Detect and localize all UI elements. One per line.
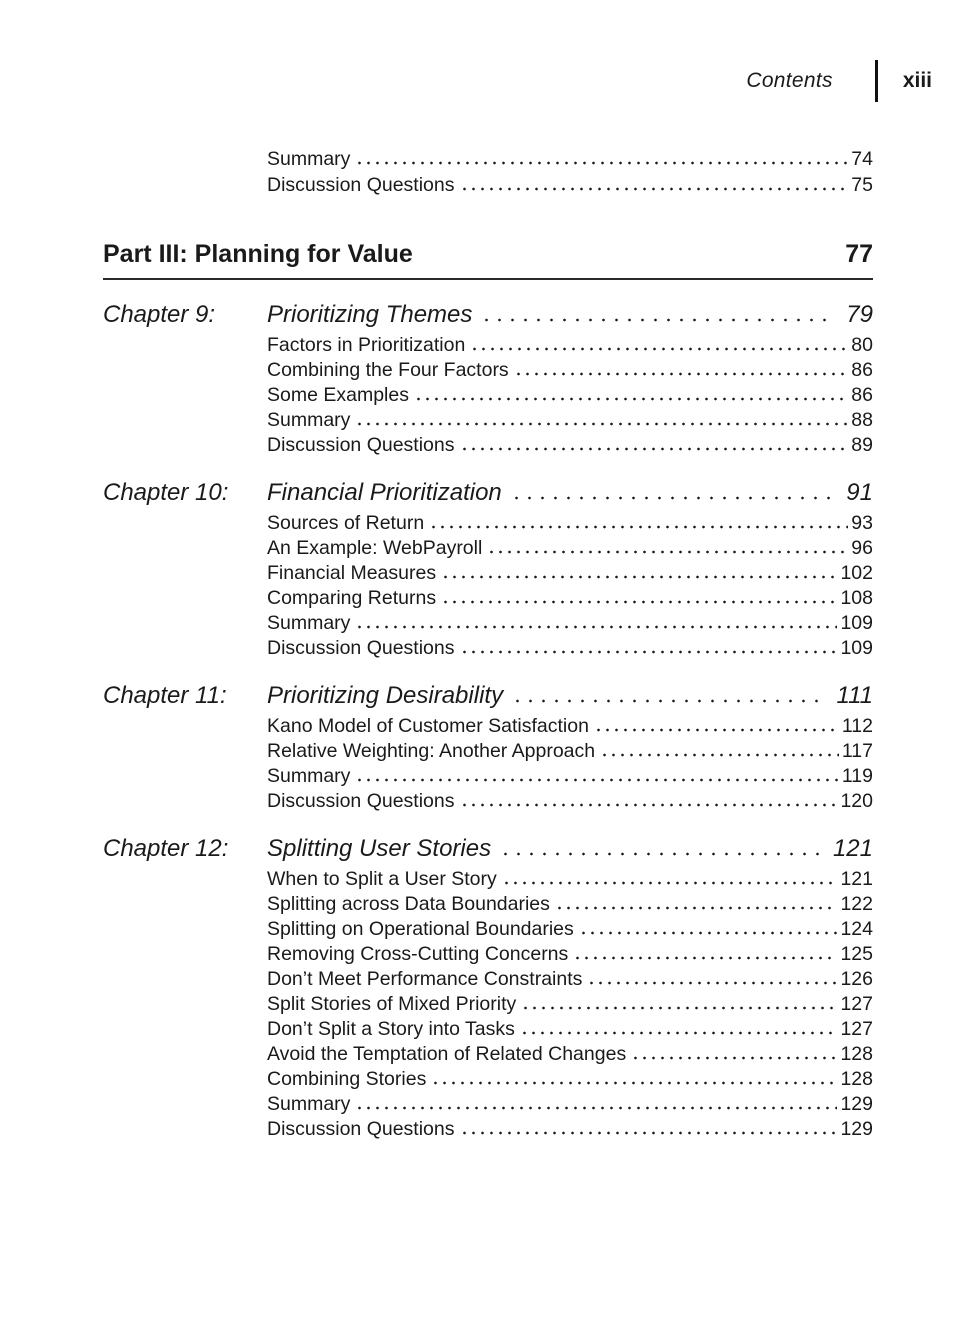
entry-page-number: 108 <box>840 587 873 609</box>
dot-leader <box>514 372 849 376</box>
entry-page-number: 80 <box>851 334 873 356</box>
toc-entry <box>267 511 873 536</box>
entry-label: Combining Stories <box>267 1068 427 1090</box>
chapter-block <box>103 296 873 458</box>
chapter-block <box>103 677 873 814</box>
entry-label: Some Examples <box>267 384 409 406</box>
toc-entry <box>267 611 873 636</box>
toc-entry <box>267 1067 873 1092</box>
entry-page-number: 96 <box>851 537 873 559</box>
entry-page-number: 88 <box>851 409 873 431</box>
chapter-block <box>103 830 873 1142</box>
chapter-list <box>103 296 873 1142</box>
dot-leader <box>355 1106 837 1110</box>
entry-page-number: 112 <box>841 715 873 737</box>
entry-page-number: 119 <box>841 765 873 787</box>
dot-leader <box>355 422 848 426</box>
entry-label: Removing Cross-Cutting Concerns <box>267 943 569 965</box>
entry-page-number: 126 <box>840 968 873 990</box>
toc-entry <box>267 739 873 764</box>
dot-leader <box>460 803 838 807</box>
chapter-title: Prioritizing Desirability <box>267 682 504 709</box>
chapter-entry <box>103 296 873 333</box>
toc-entry <box>267 1042 873 1067</box>
dot-leader <box>441 575 837 579</box>
dot-leader <box>510 496 837 500</box>
chapter-title: Prioritizing Themes <box>267 301 473 328</box>
chapter-page-number: 121 <box>832 835 873 862</box>
entry-label: Summary <box>267 765 351 787</box>
entry-page-number: 128 <box>840 1068 873 1090</box>
chapter-entry <box>103 474 873 511</box>
entry-label: Splitting across Data Boundaries <box>267 893 550 915</box>
entry-label: Discussion Questions <box>267 1118 455 1140</box>
toc-entry <box>267 146 873 172</box>
dot-leader <box>431 1081 837 1085</box>
dot-leader <box>460 1131 838 1135</box>
chapter-page-number: 91 <box>846 479 873 506</box>
entry-label: Avoid the Temptation of Related Changes <box>267 1043 627 1065</box>
chapter-title: Splitting User Stories <box>267 835 492 862</box>
toc-entry <box>267 333 873 358</box>
dot-leader <box>511 699 826 703</box>
dot-leader <box>521 1006 837 1010</box>
dot-leader <box>573 956 837 960</box>
dot-leader <box>499 852 823 856</box>
toc-entry <box>267 383 873 408</box>
chapter-label: Chapter 9: <box>103 301 216 328</box>
entry-label: Splitting on Operational Boundaries <box>267 918 574 940</box>
entry-label: Factors in Prioritization <box>267 334 466 356</box>
chapter-entry <box>103 830 873 867</box>
entry-page-number: 128 <box>840 1043 873 1065</box>
entry-label: Discussion Questions <box>267 637 455 659</box>
entry-page-number: 127 <box>840 993 873 1015</box>
entry-page-number: 86 <box>851 384 873 406</box>
entry-label: Combining the Four Factors <box>267 359 509 381</box>
entry-label: Discussion Questions <box>267 434 455 456</box>
chapter-label: Chapter 12: <box>103 835 229 862</box>
leading-entries <box>103 146 873 198</box>
entry-page-number: 89 <box>851 434 873 456</box>
dot-leader <box>520 1031 838 1035</box>
entry-page-number: 93 <box>851 512 873 534</box>
entry-page-number: 127 <box>840 1018 873 1040</box>
entry-label: Financial Measures <box>267 562 437 584</box>
chapter-page-number: 79 <box>846 301 873 328</box>
entry-label: Relative Weighting: Another Approach <box>267 740 596 762</box>
entry-page-number: 75 <box>851 174 873 196</box>
dot-leader <box>631 1056 837 1060</box>
toc-entry <box>267 433 873 458</box>
entry-page-number: 74 <box>851 148 873 170</box>
dot-leader <box>355 778 838 782</box>
entry-label: Discussion Questions <box>267 790 455 812</box>
entry-page-number: 121 <box>840 868 873 890</box>
chapter-entry <box>103 677 873 714</box>
entry-label: Comparing Returns <box>267 587 437 609</box>
dot-leader <box>441 600 837 604</box>
toc-entry <box>267 172 873 198</box>
chapter-label: Chapter 11: <box>103 682 227 709</box>
part-title: Part III: Planning for Value <box>103 240 413 268</box>
chapter-label: Chapter 10: <box>103 479 229 506</box>
header-divider <box>875 60 878 102</box>
dot-leader <box>600 753 839 757</box>
toc-entry <box>267 358 873 383</box>
entry-page-number: 125 <box>840 943 873 965</box>
dot-leader <box>460 447 849 451</box>
entry-label: Discussion Questions <box>267 174 455 196</box>
entry-label: Don’t Meet Performance Constraints <box>267 968 583 990</box>
chapter-title: Financial Prioritization <box>267 479 502 506</box>
toc-entry <box>267 942 873 967</box>
entry-page-number: 129 <box>840 1118 873 1140</box>
toc-entry <box>267 1092 873 1117</box>
entry-label: When to Split a User Story <box>267 868 497 890</box>
toc-entry <box>267 561 873 586</box>
entry-page-number: 122 <box>840 893 873 915</box>
entry-label: Summary <box>267 1093 351 1115</box>
entry-page-number: 117 <box>841 740 873 762</box>
entry-label: Summary <box>267 148 351 170</box>
entry-label: Summary <box>267 612 351 634</box>
chapter-page-number: 111 <box>836 682 873 709</box>
toc-entry <box>267 408 873 433</box>
entry-page-number: 124 <box>840 918 873 940</box>
entry-label: Kano Model of Customer Satisfaction <box>267 715 589 737</box>
entry-page-number: 129 <box>840 1093 873 1115</box>
dot-leader <box>460 187 849 191</box>
toc-entry <box>267 992 873 1017</box>
entry-page-number: 109 <box>840 612 873 634</box>
dot-leader <box>555 906 838 910</box>
toc-entry <box>267 1017 873 1042</box>
toc-body <box>103 146 873 1142</box>
dot-leader <box>429 525 848 529</box>
chapter-block <box>103 474 873 661</box>
running-header <box>746 60 932 102</box>
dot-leader <box>414 397 848 401</box>
toc-entry <box>267 714 873 739</box>
entry-label: Don’t Split a Story into Tasks <box>267 1018 515 1040</box>
part-heading <box>103 240 873 280</box>
entry-label: Sources of Return <box>267 512 425 534</box>
dot-leader <box>470 347 848 351</box>
dot-leader <box>480 318 836 322</box>
entry-page-number: 120 <box>840 790 873 812</box>
toc-entry <box>267 789 873 814</box>
toc-entry <box>267 586 873 611</box>
dot-leader <box>355 625 837 629</box>
dot-leader <box>587 981 837 985</box>
dot-leader <box>355 161 848 165</box>
part-page-number: 77 <box>845 240 873 268</box>
page-number: xiii <box>902 69 932 92</box>
entry-page-number: 102 <box>840 562 873 584</box>
entry-label: Summary <box>267 409 351 431</box>
toc-entry <box>267 1117 873 1142</box>
entry-page-number: 86 <box>851 359 873 381</box>
toc-entry <box>267 867 873 892</box>
toc-entry <box>267 917 873 942</box>
toc-entry <box>267 636 873 661</box>
entry-page-number: 109 <box>840 637 873 659</box>
running-title: Contents <box>746 69 833 92</box>
dot-leader <box>579 931 838 935</box>
dot-leader <box>502 881 838 885</box>
dot-leader <box>460 650 838 654</box>
dot-leader <box>487 550 848 554</box>
entry-label: An Example: WebPayroll <box>267 537 483 559</box>
toc-entry <box>267 536 873 561</box>
toc-entry <box>267 764 873 789</box>
dot-leader <box>594 728 839 732</box>
toc-entry <box>267 967 873 992</box>
entry-label: Split Stories of Mixed Priority <box>267 993 517 1015</box>
toc-entry <box>267 892 873 917</box>
